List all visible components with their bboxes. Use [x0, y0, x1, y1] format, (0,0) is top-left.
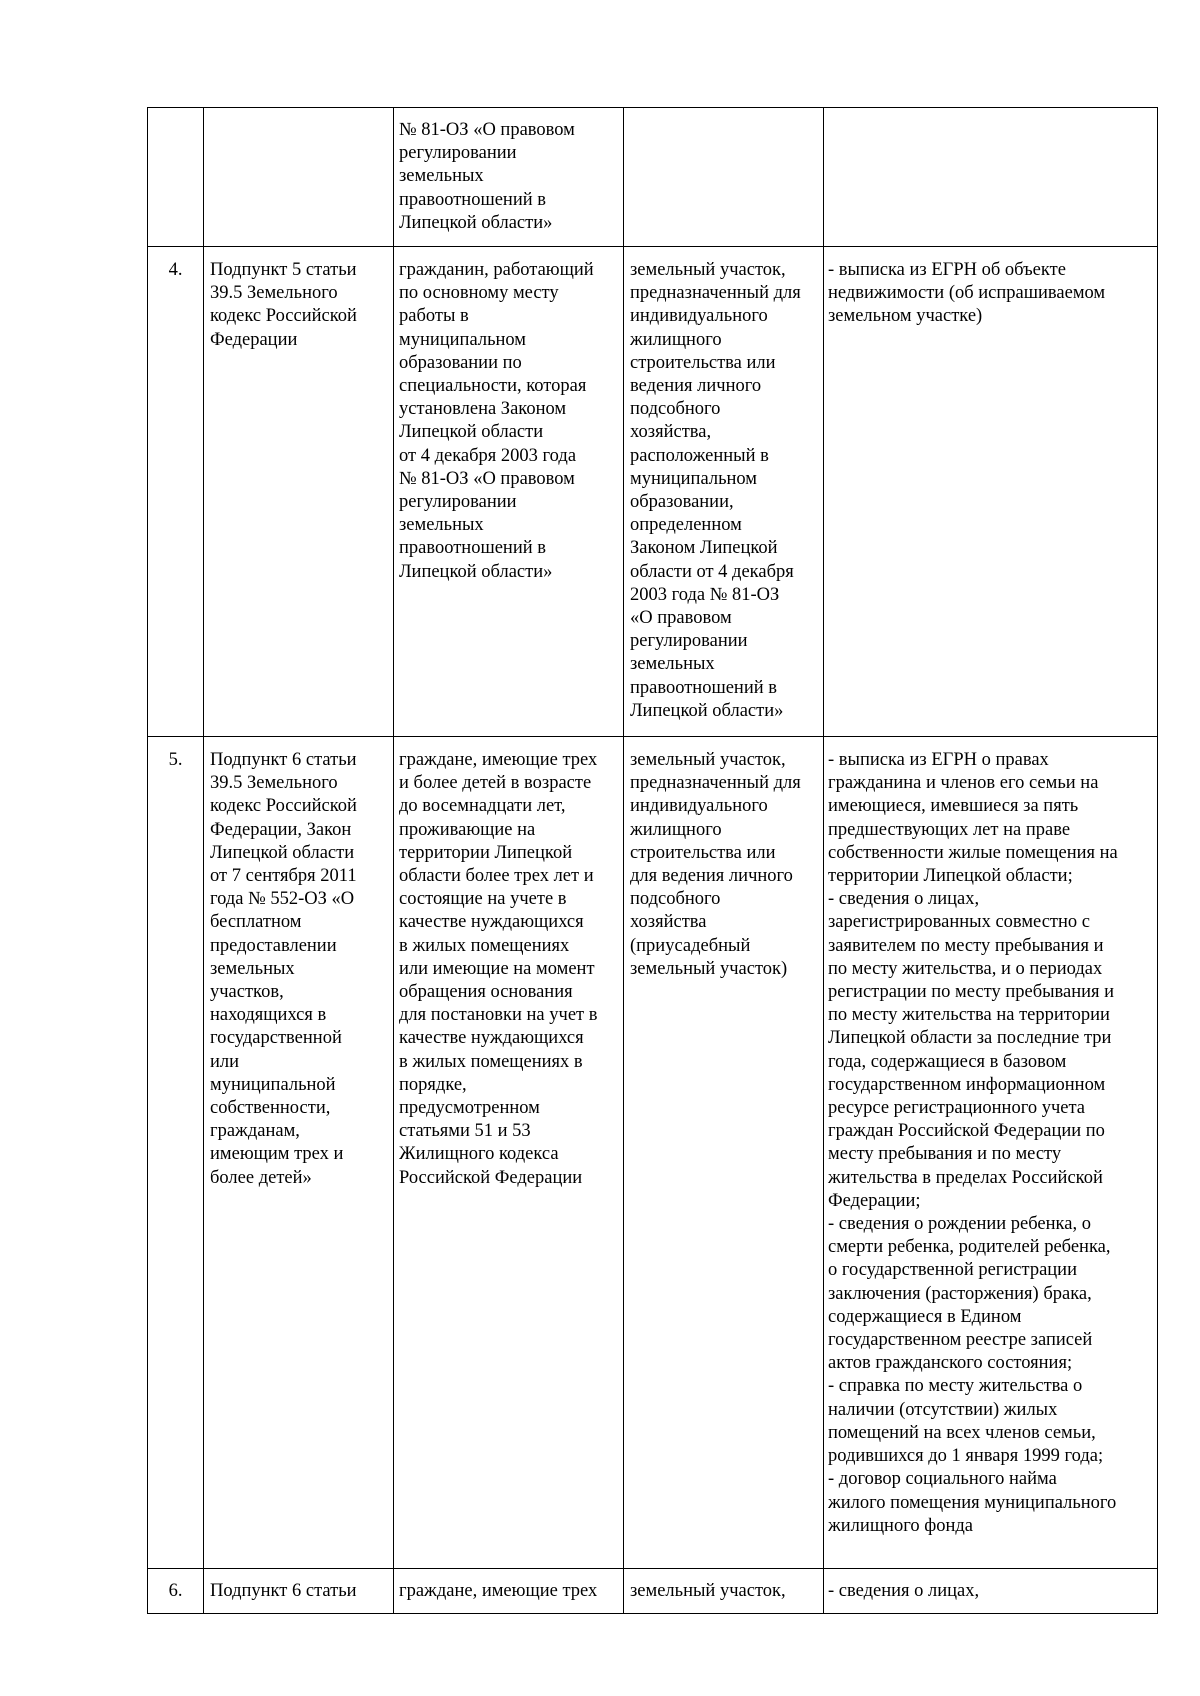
row-number-cell: 5. — [148, 737, 204, 1569]
regulation-table — [147, 107, 1158, 1614]
applicant-category-cell: граждане, имеющие трех — [394, 1569, 624, 1614]
applicant-category-cell: № 81-ОЗ «О правовом регулировании земельных правоотношений в Липецкой области» — [394, 108, 624, 247]
land-plot-cell — [624, 108, 824, 247]
legal-basis-cell: Подпункт 5 статьи 39.5 Земельного кодекс Российской Федерации — [204, 247, 394, 737]
land-plot-cell: земельный участок, предназначенный для индивидуального жилищного строительства или для ведения личного подсобного хозяйства (приусадебный земельный участок) — [624, 737, 824, 1569]
legal-basis-cell — [204, 108, 394, 247]
table-row — [148, 1569, 1158, 1614]
applicant-category-cell: гражданин, работающий по основному месту работы в муниципальном образовании по специальности, которая установлена Законом Липецкой области от 4 декабря 2003 года № 81-ОЗ «О правовом регулировании земельных правоотношений в Липецкой области» — [394, 247, 624, 737]
documents-cell: - выписка из ЕГРН об объекте недвижимости (об испрашиваемом земельном участке) — [824, 247, 1158, 737]
table-row — [148, 737, 1158, 1569]
land-plot-cell: земельный участок, — [624, 1569, 824, 1614]
row-number-cell — [148, 108, 204, 247]
documents-cell — [824, 108, 1158, 247]
legal-basis-cell: Подпункт 6 статьи 39.5 Земельного кодекс Российской Федерации, Закон Липецкой области от 7 сентября 2011 года № 552-ОЗ «О бесплатном предоставлении земельных участков, находящихся в государственной или муниципальной собственности, гражданам, имеющим трех и более детей» — [204, 737, 394, 1569]
row-number-cell: 6. — [148, 1569, 204, 1614]
table-row — [148, 247, 1158, 737]
documents-cell: - сведения о лицах, — [824, 1569, 1158, 1614]
table-row — [148, 108, 1158, 247]
legal-basis-cell: Подпункт 6 статьи — [204, 1569, 394, 1614]
land-plot-cell: земельный участок, предназначенный для индивидуального жилищного строительства или ведения личного подсобного хозяйства, расположенный в муниципальном образовании, определенном Законом Липецкой области от 4 декабря 2003 года № 81-ОЗ «О правовом регулировании земельных правоотношений в Липецкой области» — [624, 247, 824, 737]
row-number-cell: 4. — [148, 247, 204, 737]
documents-cell: - выписка из ЕГРН о правах гражданина и членов его семьи на имеющиеся, имевшиеся за пять предшествующих лет на праве собственности жилые помещения на территории Липецкой области; - сведения о лицах, зарегистрированных совместно с заявителем по месту пребывания и по месту жительства, и о периодах регистрации по месту пребывания и по месту жительства на территории Липецкой области за последние три года, содержащиеся в базовом государственном информационном ресурсе регистрационного учета граждан Российской Федерации по месту пребывания и по месту жительства в пределах Российской Федерации; - сведения о рождении ребенка, о смерти ребенка, родителей ребенка, о государственной регистрации заключения (расторжения) брака, содержащиеся в Едином государственном реестре записей актов гражданского состояния; - справка по месту жительства о наличии (отсутствии) жилых помещений на всех членов семьи, родившихся до 1 января 1999 года; - договор социального найма жилого помещения муниципального жилищного фонда — [824, 737, 1158, 1569]
applicant-category-cell: граждане, имеющие трех и более детей в возрасте до восемнадцати лет, проживающие на территории Липецкой области более трех лет и состоящие на учете в качестве нуждающихся в жилых помещениях или имеющие на момент обращения основания для постановки на учет в качестве нуждающихся в жилых помещениях в порядке, предусмотренном статьями 51 и 53 Жилищного кодекса Российской Федерации — [394, 737, 624, 1569]
